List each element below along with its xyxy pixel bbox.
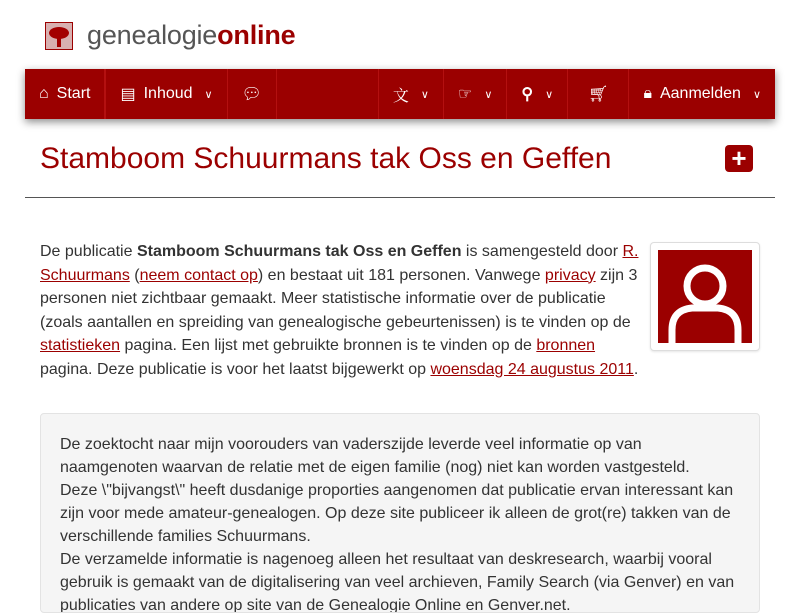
nav-start[interactable] xyxy=(25,69,105,119)
date-link[interactable]: woensdag 24 augustus 2011 xyxy=(430,360,634,378)
description-paragraph: Deze \"bijvangst\" heeft dusdanige proporties aangenomen dat publicatie ervan interessant kan zijn voor mede amateur-genealogen. Op deze site publiceer ik alleen de grot(re) takken van de verschillende families Schuurmans. xyxy=(60,482,734,545)
description-paragraph: De zoektocht naar mijn voorouders van vaderszijde leverde veel informatie op van naamgenoten waarvan de relatie met de eigen familie (nog) niet kan worden vastgesteld. xyxy=(60,436,690,476)
privacy-link[interactable]: privacy xyxy=(544,266,596,284)
lock-icon: 🔒︎ xyxy=(643,85,652,102)
statistics-link[interactable]: statistieken xyxy=(40,337,121,354)
divider xyxy=(25,197,775,198)
sources-link[interactable]: bronnen xyxy=(536,337,596,354)
translate-icon: 文 xyxy=(392,87,409,105)
plus-square-icon[interactable]: + xyxy=(725,145,753,172)
nav-cart[interactable] xyxy=(568,69,629,119)
description-paragraph: De verzamelde informatie is nagenoeg alleen het resultaat van deskresearch, waarbij vooral gebruik is gemaakt van de digitalisering van veel archieven, Family Search (via Genver) en van publicaties van andere op site van de Genealogie Online en Genver.net. xyxy=(60,551,735,613)
publication-intro: De publicatie Stamboom Schuurmans tak Oss en Geffen is samengesteld door R. Schuurmans (neem contact op) en bestaat uit 181 personen. Vanwege privacy zijn 3 personen niet zichtbaar gemaakt. Meer statistische informatie over de publicatie (zoals aantallen en spreiding van genealogische gebeurtenissen) is te vinden op de statistieken pagina. Een lijst met gebruikte bronnen is te vinden op de bronnen pagina. Deze publicatie is voor het laatst bijgewerkt op woensdag 24 augustus 2011. xyxy=(40,243,639,378)
main-nav xyxy=(25,69,775,119)
chevron-down-icon: ∨ xyxy=(484,88,493,101)
chevron-down-icon: ∨ xyxy=(752,88,761,101)
cart-icon: 🛒︎ xyxy=(588,86,609,103)
nav-inhoud-label: Inhoud xyxy=(143,85,193,102)
nav-aanmelden-label: Aanmelden xyxy=(659,85,741,102)
nav-inhoud[interactable] xyxy=(105,69,227,119)
site-logo[interactable] xyxy=(45,20,295,51)
logo-text: genealogieonline xyxy=(87,20,296,50)
nav-search[interactable] xyxy=(507,69,568,119)
chevron-down-icon: ∨ xyxy=(204,88,213,101)
author-link[interactable]: R. Schuurmans xyxy=(40,243,639,284)
search-icon: ⚲ xyxy=(521,86,534,103)
nav-spacer xyxy=(277,69,379,119)
home-icon: ⌂ xyxy=(39,85,49,102)
nav-pointer[interactable] xyxy=(444,69,507,119)
user-icon xyxy=(658,250,752,343)
nav-start-label: Start xyxy=(56,85,91,102)
comments-icon: 💬︎ xyxy=(241,86,262,103)
publication-description xyxy=(40,413,760,613)
tree-logo-icon xyxy=(45,22,73,50)
chevron-down-icon: ∨ xyxy=(545,88,554,101)
hand-pointer-icon: ☞ xyxy=(457,86,473,103)
nav-aanmelden[interactable] xyxy=(629,69,775,119)
chevron-down-icon: ∨ xyxy=(420,88,429,101)
author-avatar[interactable] xyxy=(650,242,760,351)
nav-forum[interactable] xyxy=(228,69,277,119)
page-title: Stamboom Schuurmans tak Oss en Geffen xyxy=(40,142,612,175)
contact-link[interactable]: neem contact op xyxy=(139,266,258,284)
book-icon: ▤ xyxy=(120,86,136,103)
nav-language[interactable] xyxy=(379,69,444,119)
